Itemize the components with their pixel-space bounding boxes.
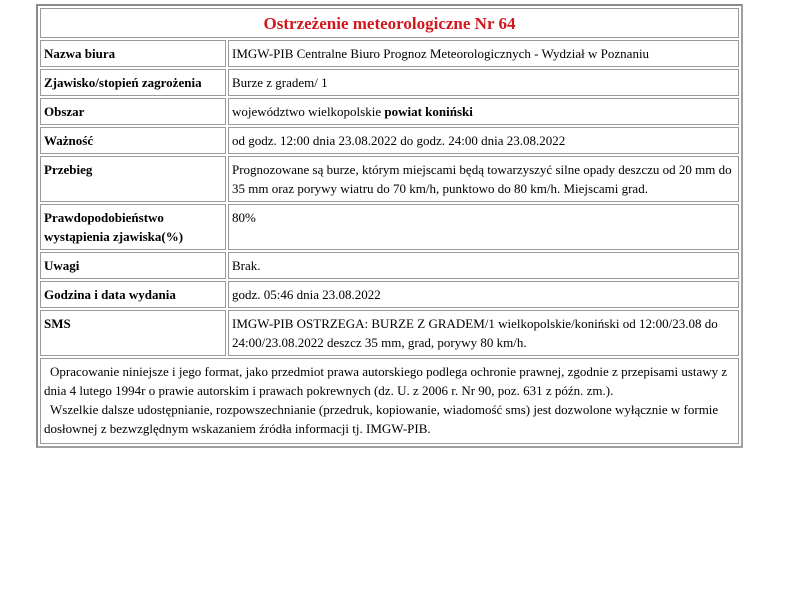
table-row-remarks <box>40 252 739 279</box>
row-label: Godzina i data wydania <box>40 281 226 308</box>
table-row-validity <box>40 127 739 154</box>
row-value: IMGW-PIB Centralne Biuro Prognoz Meteorologicznych - Wydział w Poznaniu <box>228 40 739 67</box>
row-label: Uwagi <box>40 252 226 279</box>
area-region: województwo wielkopolskie <box>232 104 385 119</box>
table-row-office <box>40 40 739 67</box>
row-value: 80% <box>228 204 739 250</box>
row-value: IMGW-PIB OSTRZEGA: BURZE Z GRADEM/1 wielkopolskie/koniński od 12:00/23.08 do 24:00/23.08.2022 deszcz 35 mm, grad, porywy 80 km/h. <box>228 310 739 356</box>
footer-row <box>40 358 739 444</box>
row-value: godz. 05:46 dnia 23.08.2022 <box>228 281 739 308</box>
row-label: Prawdopodobieństwo wystąpienia zjawiska(%) <box>40 204 226 250</box>
warning-title: Ostrzeżenie meteorologiczne Nr 64 <box>40 8 739 38</box>
title-row <box>40 8 739 38</box>
row-label: Nazwa biura <box>40 40 226 67</box>
footer-notice <box>40 358 739 444</box>
row-value <box>228 98 739 125</box>
table-row-course <box>40 156 739 202</box>
row-value: Prognozowane są burze, którym miejscami będą towarzyszyć silne opady deszczu od 20 mm do 35 mm oraz porywy wiatru do 70 km/h, punktowo do 80 km/h. Miejscami grad. <box>228 156 739 202</box>
table-row-phenomenon <box>40 69 739 96</box>
table-row-issued <box>40 281 739 308</box>
warning-table <box>36 4 743 448</box>
row-label: Przebieg <box>40 156 226 202</box>
row-value: Brak. <box>228 252 739 279</box>
row-label: Zjawisko/stopień zagrożenia <box>40 69 226 96</box>
distribution-notice: Wszelkie dalsze udostępnianie, rozpowszechnianie (przedruk, kopiowanie, wiadomość sms) jest dozwolone wyłącznie w formie dosłownej z bezwzględnym wskazaniem źródła informacji tj. IMGW-PIB. <box>44 402 719 436</box>
area-county: powiat koniński <box>384 104 473 119</box>
table-row-sms <box>40 310 739 356</box>
copyright-notice: Opracowanie niniejsze i jego format, jako przedmiot prawa autorskiego podlega ochronie prawnej, zgodnie z przepisami ustawy z dnia 4 lutego 1994r o prawie autorskim i prawach pokrewnych (dz. U. z 2006 r. Nr 90, poz. 631 z późn. zm.). <box>44 364 728 398</box>
row-label: Obszar <box>40 98 226 125</box>
row-label: SMS <box>40 310 226 356</box>
table-row-probability <box>40 204 739 250</box>
row-label: Ważność <box>40 127 226 154</box>
row-value: Burze z gradem/ 1 <box>228 69 739 96</box>
row-value: od godz. 12:00 dnia 23.08.2022 do godz. 24:00 dnia 23.08.2022 <box>228 127 739 154</box>
table-row-area <box>40 98 739 125</box>
